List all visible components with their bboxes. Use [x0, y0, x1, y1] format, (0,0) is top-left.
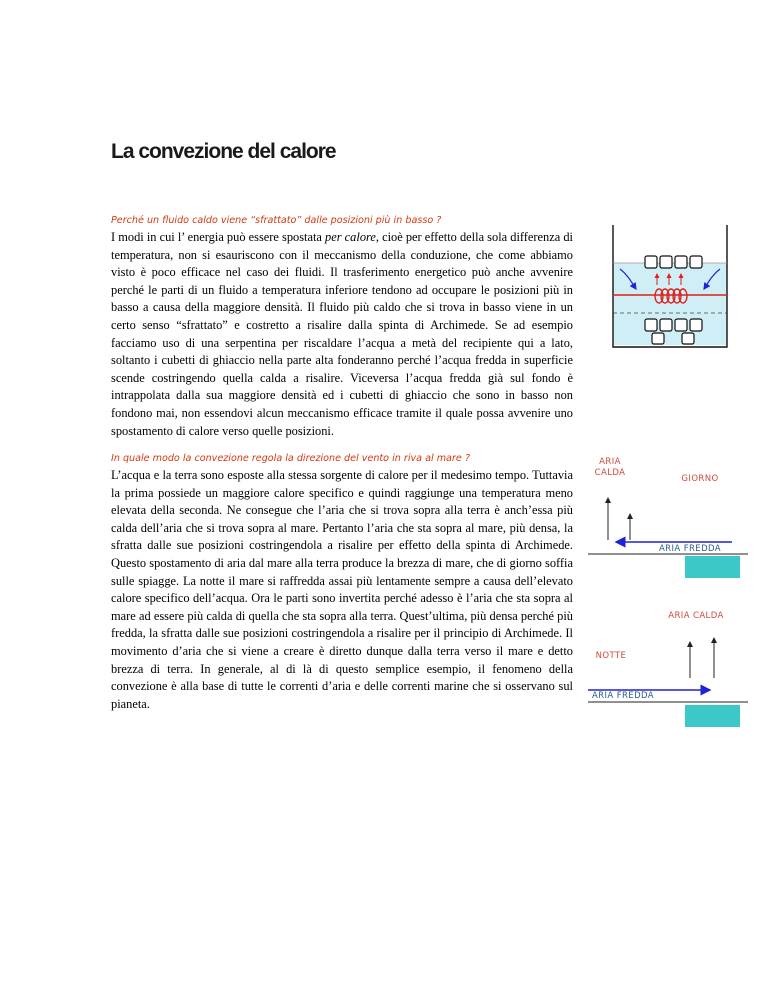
paragraph-convection — [111, 229, 573, 440]
day-cold-air-label: ARIA FREDDA — [658, 544, 722, 554]
night-sea — [685, 705, 740, 727]
paragraph-convection-text-2: , cioè per effetto della sola differenza di temperatura, non si esauriscono con il meccanismo della conduzione, che come abbiamo visto è poco efficace nel caso dei fluidi. Il trasferimento energetico può anche avvenire perché le parti di un fluido a temperatura inferiore tendono ad occupare le posizioni più in basso a causa della maggiore densità. Il fluido più caldo che si trova in basso viene in un certo senso “sfrattato” e costretto a risalire dalla spinta di Archimede. Se ad esempio facciamo uso di una serpentina per riscaldare l’acqua a metà del recipiente qui a lato, soltanto i cubetti di ghiaccio nella parte alta fonderanno perché l’acqua fredda in superficie scende costringendo quella calda a risalire. Viceversa l’acqua fredda già sul fondo è intrappolata dalla sua maggiore densità ed i cubetti di ghiaccio che sono in basso non fondono mai, non essendovi alcun meccanismo efficace tramite il quale possa avvenire uno spostamento di calore verso quelle posizioni. — [111, 230, 573, 438]
paragraph-sea-breeze-text: L’acqua e la terra sono esposte alla stessa sorgente di calore per il medesimo tempo. Tuttavia la prima possiede un maggiore calore specifico e quindi raggiunge una temperatura meno elevata della seconda. Ne consegue che l’aria che si trova sopra alla terra è anch’essa più calda dell’aria che si trova sopra al mare. Pertanto l’aria che sta sopra al mare, più densa, la sfratta dalle sue posizioni costringendola a risalire per effetto della spinta di Archimede. Questo spostamento di aria dal mare alla terra produce la brezza di mare, che di giorno soffia sulle spiagge. La notte il mare si raffredda assai più lentamente sempre a causa dell’elevato calore specifico dell’acqua. Ora le parti sono invertita perché adesso è l’aria che sta sopra al mare ad essere più calda di quella che sta sopra alla terra. Quest’ultima, più densa perché più fredda, la sfratta dalle sue posizioni costringendola a risalire per il principio di Archimede. Il movimento d’aria che si viene a creare è diretto dunque dalla terra verso il mare e detto brezza di terra. In generale, al di là di questo semplice esempio, il fenomeno della convezione è alla base di tutte le correnti d’aria e delle correnti marine che si osservano sul pianeta. — [111, 468, 573, 711]
night-diagram — [588, 630, 748, 730]
day-diagram — [588, 490, 748, 580]
night-period-label: NOTTE — [595, 651, 627, 661]
beaker-water — [613, 263, 727, 345]
beaker-diagram — [612, 225, 740, 350]
page-title: La convezione del calore — [111, 140, 336, 163]
paragraph-convection-text-1: I modi in cui l’ energia può essere spostata — [111, 230, 326, 244]
day-period-label: GIORNO — [681, 474, 719, 484]
day-sea — [685, 556, 740, 578]
question-sea-breeze: In quale modo la convezione regola la direzione del vento in riva al mare ? — [111, 453, 470, 464]
night-cold-air-label: ARIA FREDDA — [591, 691, 655, 701]
night-hot-air-label: ARIA CALDA — [668, 611, 724, 621]
day-hot-air-label: ARIA CALDA — [594, 457, 626, 478]
question-convection: Perché un fluido caldo viene “sfrattato” dalle posizioni più in basso ? — [111, 215, 442, 226]
paragraph-convection-italic: per calore — [325, 230, 376, 244]
paragraph-sea-breeze — [111, 467, 573, 713]
